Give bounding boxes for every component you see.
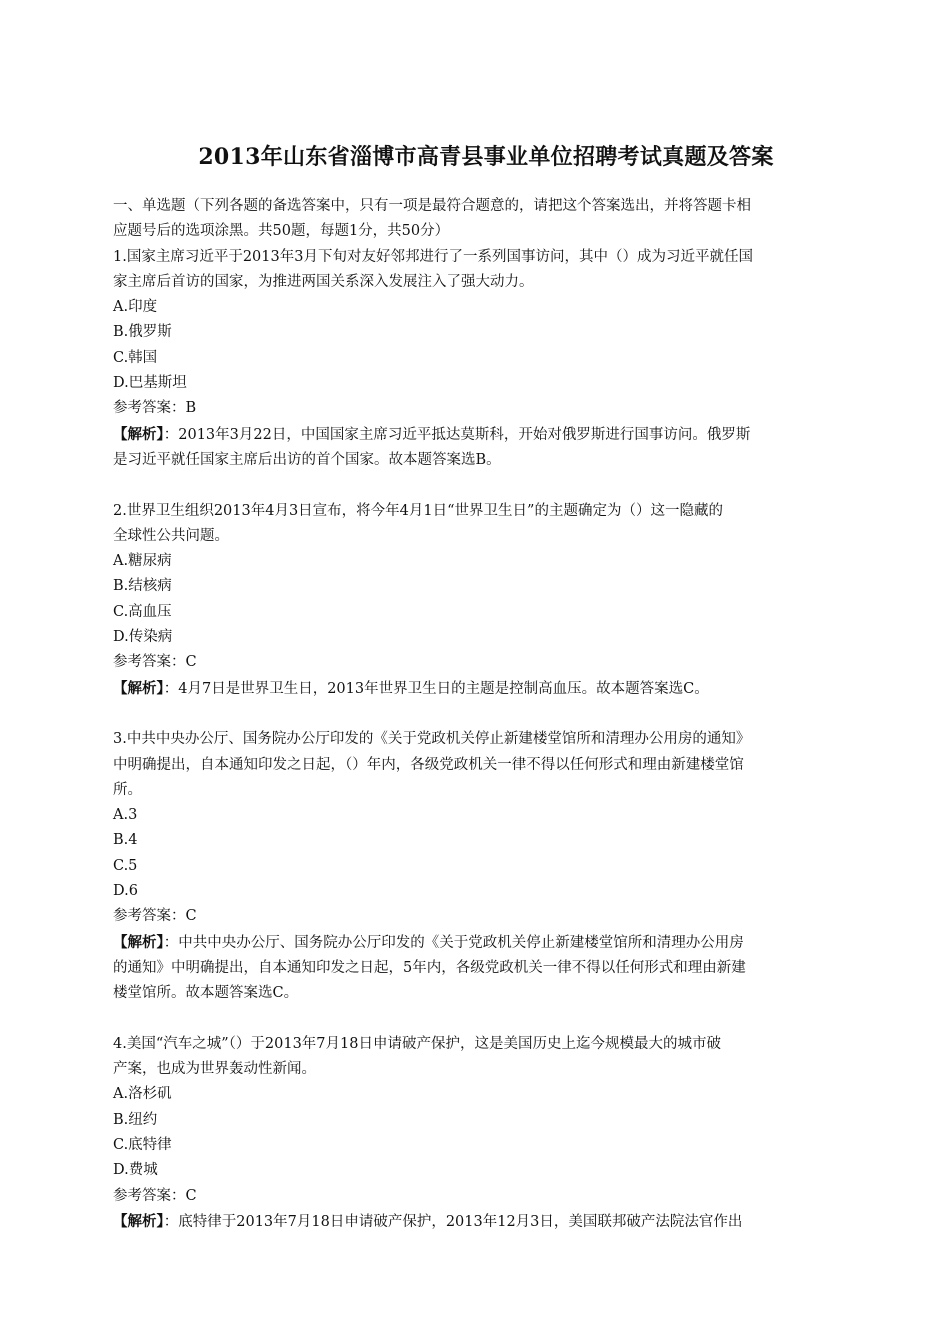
analysis-line: 是习近平就任国家主席后出访的首个国家。故本题答案选B。 — [113, 451, 501, 468]
stem-line: 2.世界卫生组织2013年4月3日宣布，将今年4月1日“世界卫生日”的主题确定为（）这一隐藏的 — [113, 502, 723, 519]
reference-answer: 参考答案：C — [113, 908, 197, 925]
reference-answer: 参考答案：C — [113, 1187, 197, 1204]
analysis — [113, 930, 859, 1007]
option-c: C.底特律 — [113, 1136, 172, 1153]
analysis-label: 【解析】 — [113, 1212, 164, 1230]
analysis-text: ：4月7日是世界卫生日，2013年世界卫生日的主题是控制高血压。故本题答案选C。 — [163, 680, 709, 697]
analysis-line: 的通知》中明确提出，自本通知印发之日起，5年内，各级党政机关一律不得以任何形式和理由新建 — [113, 959, 746, 976]
reference-answer: 参考答案：B — [113, 400, 197, 417]
spacer — [113, 1007, 859, 1032]
option-b: B.俄罗斯 — [113, 324, 172, 341]
option-b: B.4 — [113, 832, 138, 849]
question-4 — [113, 1032, 859, 1235]
option-d: D.传染病 — [113, 629, 173, 646]
option-c: C.5 — [113, 857, 138, 874]
analysis-line — [113, 676, 859, 702]
spacer — [113, 473, 859, 498]
reference-answer: 参考答案：C — [113, 654, 197, 671]
section-intro — [113, 194, 859, 245]
question-stem — [113, 727, 859, 803]
question-stem — [113, 499, 859, 550]
question-1 — [113, 245, 859, 474]
analysis-line — [113, 1209, 859, 1235]
stem-line: 所。 — [113, 781, 142, 798]
option-d: D.巴基斯坦 — [113, 375, 187, 392]
analysis-label: 【解析】 — [113, 679, 164, 697]
analysis-text: ：底特律于2013年7月18日申请破产保护，2013年12月3日，美国联邦破产法院法官作出 — [163, 1213, 743, 1230]
option-c: C.韩国 — [113, 349, 158, 366]
option-a: A.糖尿病 — [113, 553, 172, 570]
spacer — [113, 702, 859, 727]
question-3 — [113, 727, 859, 1006]
option-d: D.费城 — [113, 1162, 158, 1179]
question-stem — [113, 1032, 859, 1083]
option-c: C.高血压 — [113, 603, 172, 620]
stem-line: 1.国家主席习近平于2013年3月下旬对友好邻邦进行了一系列国事访问，其中（）成为习近平就任国 — [113, 248, 753, 265]
analysis-label: 【解析】 — [113, 933, 164, 951]
stem-line: 中明确提出，自本通知印发之日起，（）年内，各级党政机关一律不得以任何形式和理由新建楼堂馆 — [113, 756, 744, 773]
stem-line: 4.美国“汽车之城”（）于2013年7月18日申请破产保护，这是美国历史上迄今规模最大的城市破 — [113, 1035, 721, 1052]
analysis — [113, 1209, 859, 1235]
option-d: D.6 — [113, 883, 138, 900]
option-a: A.印度 — [113, 299, 158, 316]
document-title: 2013年山东省淄博市高青县事业单位招聘考试真题及答案 — [198, 144, 774, 170]
analysis-line — [113, 422, 859, 448]
option-b: B.结核病 — [113, 578, 172, 595]
stem-line: 全球性公共问题。 — [113, 527, 229, 544]
stem-line: 家主席后首访的国家，为推进两国关系深入发展注入了强大动力。 — [113, 273, 534, 290]
stem-line: 3.中共中央办公厅、国务院办公厅印发的《关于党政机关停止新建楼堂馆所和清理办公用房的通知》 — [113, 731, 751, 748]
analysis-text: ：中共中央办公厅、国务院办公厅印发的《关于党政机关停止新建楼堂馆所和清理办公用房 — [163, 934, 744, 951]
intro-line: 一、单选题（下列各题的备选答案中，只有一项是最符合题意的，请把这个答案选出，并将答题卡相 — [113, 198, 751, 214]
stem-line: 产案，也成为世界轰动性新闻。 — [113, 1061, 316, 1078]
analysis-text: ：2013年3月22日，中国国家主席习近平抵达莫斯科，开始对俄罗斯进行国事访问。俄罗斯 — [163, 426, 751, 443]
option-a: A.洛杉矶 — [113, 1086, 172, 1103]
analysis-line: 楼堂馆所。故本题答案选C。 — [113, 985, 299, 1002]
document-page — [113, 140, 859, 1235]
intro-line: 应题号后的选项涂黑。共50题，每题1分，共50分） — [113, 223, 450, 240]
analysis — [113, 422, 859, 474]
question-stem — [113, 245, 859, 296]
question-2 — [113, 499, 859, 702]
option-b: B.纽约 — [113, 1111, 158, 1128]
analysis-line — [113, 930, 859, 956]
option-a: A.3 — [113, 807, 138, 824]
analysis — [113, 676, 859, 702]
analysis-label: 【解析】 — [113, 425, 164, 443]
